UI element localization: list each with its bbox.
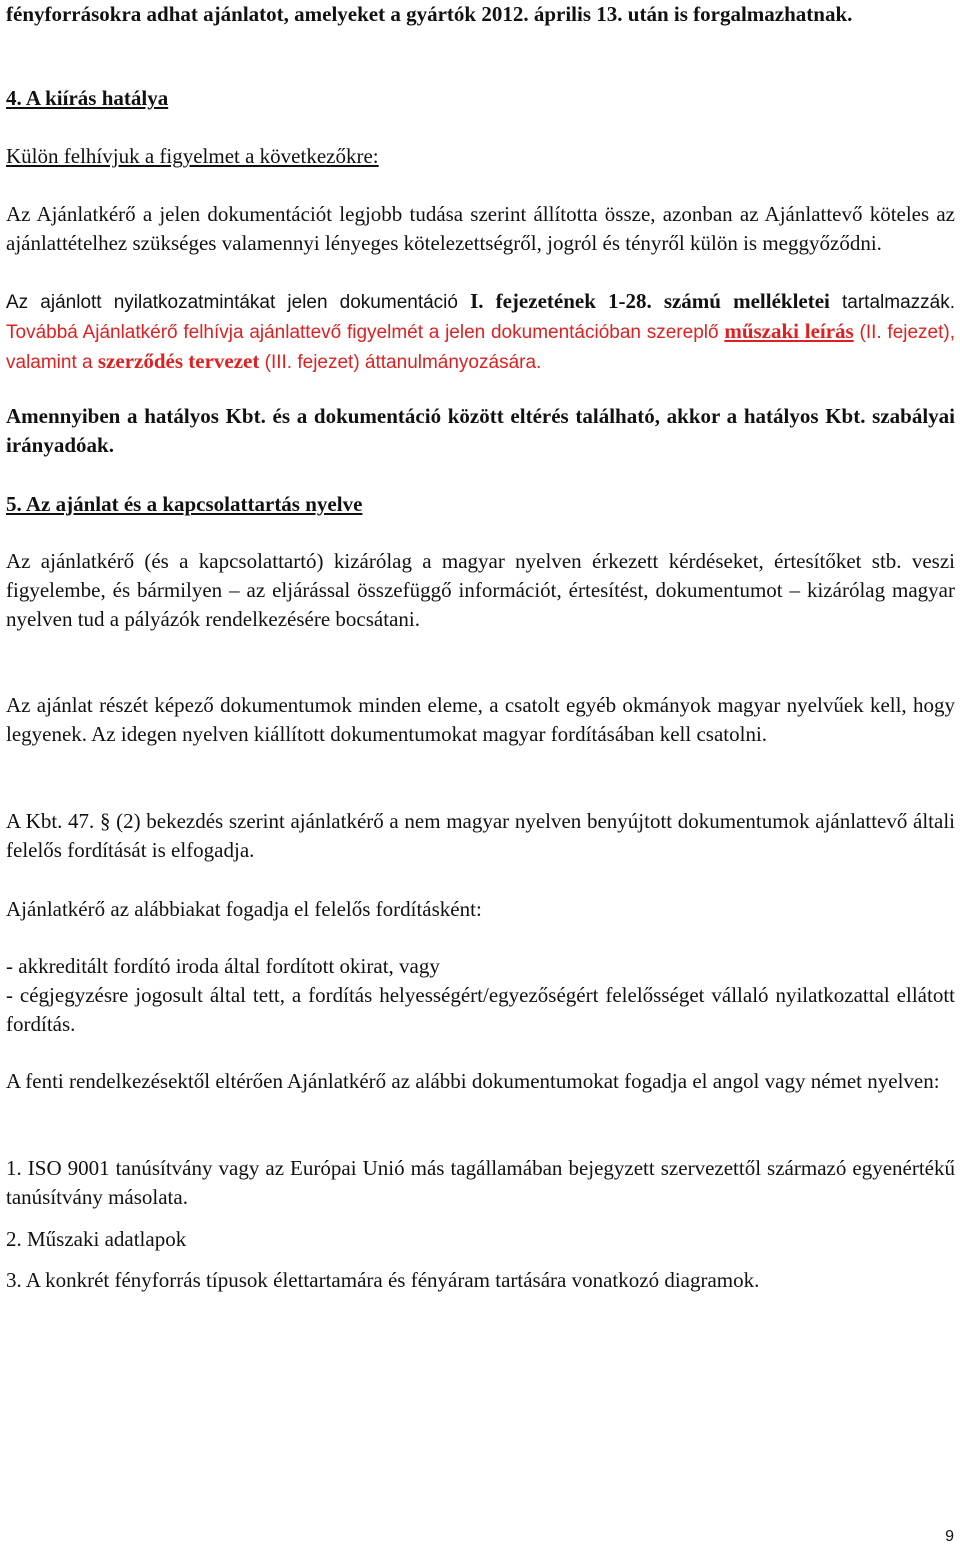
para2-red-text-a: Továbbá Ajánlatkérő felhívja ajánlattevő figyelmét a jelen dokumentációban szereplő — [6, 322, 725, 343]
section-4-paragraph-1: Az Ajánlatkérő a jelen dokumentációt legjobb tudása szerint állította össze, azonban az Ajánlattevő köteles az ajánlattételhez szükséges valamennyi lényeges kötelezettségről, jogról és tényről külön is meggyőződni. — [6, 202, 955, 255]
document-list-item-3: 3. A konkrét fényforrás típusok élettartamára és fényáram tartására vonatkozó diagramok. — [6, 1268, 760, 1292]
section-5-paragraph-4: Ajánlatkérő az alábbiakat fogadja el felelős fordításként: — [6, 897, 482, 921]
translation-list-item-1: - akkreditált fordító iroda által fordított okirat, vagy — [6, 954, 440, 978]
section-4-paragraph-3: Amennyiben a hatályos Kbt. és a dokumentáció között eltérés található, akkor a hatályos Kbt. szabályai irányadóak. — [6, 404, 955, 457]
section-4-subheading: Külön felhívjuk a figyelmet a következőkre: — [6, 144, 379, 168]
section-5-paragraph-2: Az ajánlat részét képező dokumentumok minden eleme, a csatolt egyéb okmányok magyar nyelvűek kell, hogy legyenek. Az idegen nyelven kiállított dokumentumokat magyar fordításában kell csatolni. — [6, 693, 955, 746]
para2-text-a: Az ajánlott nyilatkozatmintákat jelen dokumentáció — [6, 292, 471, 313]
section-5-paragraph-5: A fenti rendelkezésektől eltérően Ajánlatkérő az alábbi dokumentumokat fogadja el angol vagy német nyelven: — [6, 1069, 940, 1093]
section-4-paragraph-2 — [6, 287, 955, 377]
document-list-item-2: 2. Műszaki adatlapok — [6, 1227, 187, 1251]
contract-draft-reference: szerződés tervezet — [97, 349, 260, 373]
section-5-heading: 5. Az ajánlat és a kapcsolattartás nyelve — [6, 492, 363, 516]
section-4-heading: 4. A kiírás hatálya — [6, 86, 169, 110]
para2-text-c: tartalmazzák. — [829, 292, 955, 313]
section-5-paragraph-3: A Kbt. 47. § (2) bekezdés szerint ajánlatkérő a nem magyar nyelven benyújtott dokumentumok ajánlattevő általi felelős fordítását is elfogadja. — [6, 809, 955, 862]
para2-red-text-e: (III. fejezet) áttanulmányozására. — [259, 352, 542, 373]
section-5-paragraph-1: Az ajánlatkérő (és a kapcsolattartó) kizárólag a magyar nyelven érkezett kérdéseket, értesítőket stb. veszi figyelembe, és bármilyen – az eljárással összefüggő információt, értesítést, dokumentumot – kizárólag magyar nyelven tud a pályázók rendelkezésére bocsátani. — [6, 549, 955, 631]
intro-paragraph: fényforrásokra adhat ajánlatot, amelyeket a gyártók 2012. április 13. után is forgalmazhatnak. — [6, 2, 853, 26]
para2-red-text-c: (II. fejezet), valamint a — [6, 322, 955, 373]
translation-list-item-2: - cégjegyzésre jogosult által tett, a fordítás helyességért/egyezőségért felelősséget vállaló nyilatkozattal ellátott fordítás. — [6, 983, 955, 1036]
page-number: 9 — [945, 1528, 954, 1545]
technical-description-reference: műszaki leírás — [724, 319, 854, 343]
document-list-item-1: 1. ISO 9001 tanúsítvány vagy az Európai Unió más tagállamában bejegyzett szervezettől származó egyenértékű tanúsítvány másolata. — [6, 1156, 955, 1209]
para2-bold-reference: I. fejezetének 1-28. számú mellékletei — [470, 289, 830, 313]
